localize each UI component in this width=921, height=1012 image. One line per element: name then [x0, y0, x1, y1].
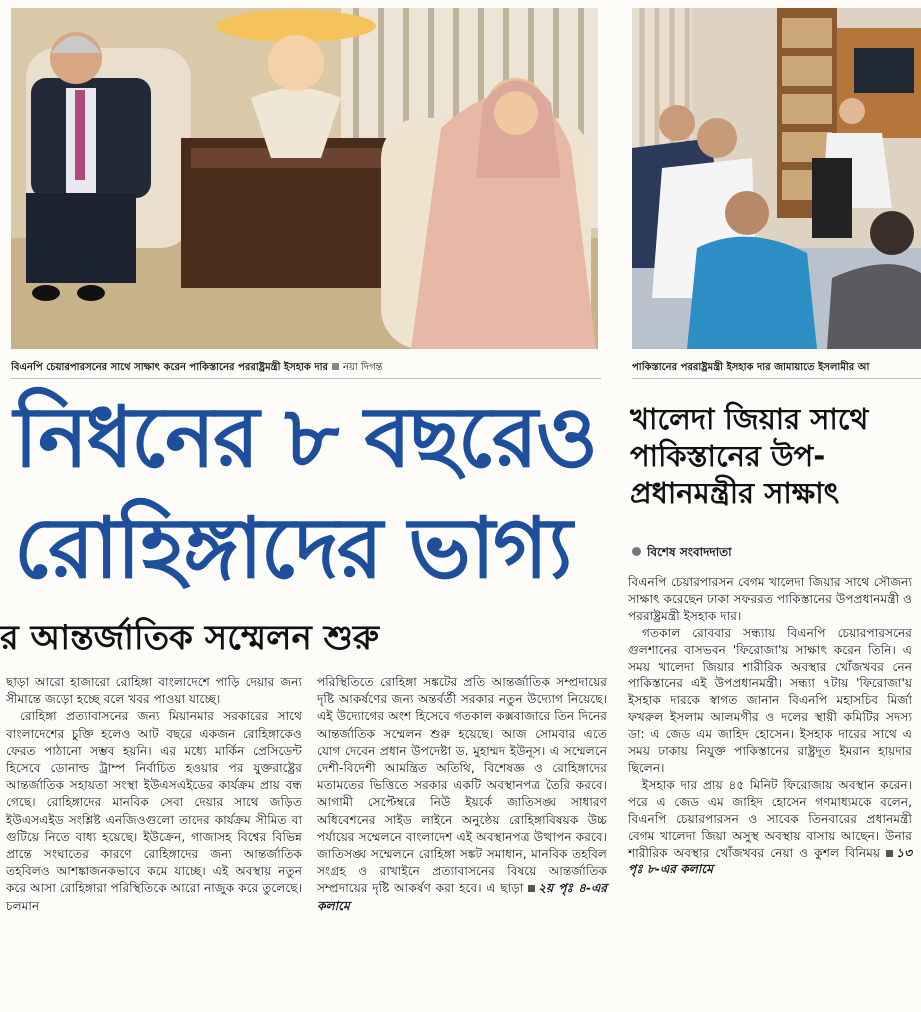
main-headline-line-1: নিধনের ৮ বছরেও: [14, 388, 596, 486]
side-para-3-text: ইসহাক দার প্রায় ৪৫ মিনিট ফিরোজায় অবস্থান করেন। পরে এ জেড এম জাহিদ হোসেন গণমাধ্যমকে বলেন, বিএনপি চেয়ারপারসন ও সাবেক তিনবারের প্রধানমন্ত্রী বেগম খালেদা জিয়া অসুস্থ অবস্থায় বাসায় আছেন। উনার শারীরিক অবস্থার খোঁজখবর নেয়া ও কুশল বিনিময়: [628, 777, 912, 860]
main-col1-para-1: ছাড়া আরো হাজারো রোহিঙ্গা বাংলাদেশে পাড়ি দেয়ার জন্য সীমান্তে জড়ো হচ্ছে বলে খবর পাওয়া যাচ্ছে।: [6, 675, 302, 707]
photo-left-caption-text: বিএনপি চেয়ারপারসনের সাথে সাক্ষাৎ করেন পাকিস্তানের পররাষ্ট্রমন্ত্রী ইসহাক দার: [11, 362, 329, 373]
side-para-1: বিএনপি চেয়ারপারসন বেগম খালেদা জিয়ার সাথে সৌজন্য সাক্ষাৎ করেছেন ঢাকা সফররত পাকিস্তানের উপপ্রধানমন্ত্রী ও পররাষ্ট্রমন্ত্রী ইসহাক দার।: [628, 575, 912, 623]
photo-left-caption: [11, 360, 601, 377]
side-story-byline: [632, 544, 732, 564]
main-col2-text: পরিস্থিতিতে রোহিঙ্গা সঙ্কটের প্রতি আন্তর্জাতিক সম্প্রদায়ের দৃষ্টি আকর্ষণের জন্য অন্তর্বর্তী সরকার নতুন উদ্যোগ নিয়েছে। এই উদ্যোগের অংশ হিসেবে গতকাল কক্সবাজারে তিন দিনের আন্তর্জাতিক সম্মেলন শুরু হয়েছে। আজ সোমবার এতে যোগ দেবেন প্রধান উপদেষ্টা ড. মুহাম্মদ ইউনূস। এ সম্মেলনে দেশী-বিদেশী আমন্ত্রিত অতিথি, বিশেষজ্ঞ ও রোহিঙ্গাদের মতামতের ভিত্তিতে সরকার একটি অবস্থানপত্র তৈরি করবে। আগামী সেপ্টেম্বরে নিউ ইয়র্কে জাতিসঙ্ঘ সাধারণ অধিবেশনের সাইড লাইনে অনুষ্ঠেয় রোহিঙ্গাবিষয়ক উচ্চ পর্যায়ের সম্মেলনে বাংলাদেশ এই অবস্থানপত্র উত্থাপন করবে। জাতিসঙ্ঘ সম্মেলনে রোহিঙ্গা সঙ্কট সমাধান, মানবিক তহবিল সংগ্রহ ও রাখাইনে প্রত্যাবাসনের বিষয়ে আন্তর্জাতিক সম্প্রদায়ের দৃষ্টি আকর্ষণ করা হবে। এ ছাড়া: [317, 675, 607, 896]
caption-rule-left: [11, 378, 601, 379]
caption-rule-right: [632, 378, 921, 379]
main-subhead: র আন্তর্জাতিক সম্মেলন শুরু: [0, 618, 379, 658]
main-story-column-1: [6, 674, 302, 915]
side-para-3: [628, 777, 912, 878]
byline-dot-icon: [632, 547, 641, 556]
photo-right-caption-text: পাকিস্তানের পররাষ্ট্রমন্ত্রী ইসহাক দার জামায়াতে ইসলামীর আ: [632, 362, 870, 373]
side-story-headline: খালেদা জিয়ার সাথে পাকিস্তানের উপ-প্রধানমন্ত্রীর সাক্ষাৎ: [630, 402, 869, 510]
main-col1-para-2: রোহিঙ্গা প্রত্যাবাসনের জন্য মিয়ানমার সরকারের সাথে বাংলাদেশের চুক্তি হলেও আট বছরে একজন রোহিঙ্গাকেও ফেরত পাঠানো সম্ভব হয়নি। এর মধ্যে মার্কিন প্রেসিডেন্ট হিসেবে ডোনাল্ড ট্রাম্প নির্বাচিত হওয়ার পর যুক্তরাষ্ট্রের আন্তর্জাতিক সহায়তা সংস্থা ইউএসএইডের কার্যক্রম প্রায় বন্ধ গেছে। রোহিঙ্গাদের মানবিক সেবা দেয়ার সাথে জড়িত ইউএসএইড সংশ্লিষ্ট এনজিওগুলো তাদের কার্যক্রম সীমিত বা গুটিয়ে নিতে বাধ্য হয়েছে। ইউক্রেন, গাজাসহ বিশ্বের বিভিন্ন প্রান্তে সংঘাতের কারণে রোহিঙ্গাদের জন্য আন্তর্জাতিক তহবিলও আশঙ্কাজনকভাবে কমে যাচ্ছে। এই অবস্থায় নতুন করে আসা রোহিঙ্গারা পরিস্থিতিকে আরো নাজুক করে তুলেছে। চলমান: [6, 709, 302, 913]
square-bullet-icon: [332, 363, 339, 370]
square-bullet-icon: [886, 850, 893, 857]
side-story-byline-text: বিশেষ সংবাদদাতা: [647, 545, 732, 559]
main-col2-para-1: [317, 674, 607, 915]
photo-meeting-jamaat: [632, 8, 921, 349]
square-bullet-icon: [528, 885, 535, 892]
photo-left-credit: নয়া দিগন্ত: [343, 362, 383, 373]
main-story-column-2: [317, 674, 607, 915]
main-story-jump-text: ২য় পৃঃ ৪-এর কলামে: [317, 881, 608, 913]
main-headline-line-2: রোহিঙ্গাদের ভাগ্য: [14, 499, 571, 597]
side-story-column: [628, 574, 912, 878]
photo-right-caption: [632, 360, 921, 377]
photo-illustration: [11, 8, 598, 349]
photo-meeting-khaleda-dar: [11, 8, 598, 349]
photo-illustration-right: [632, 8, 921, 349]
side-story-jump-text: ১৩ পৃঃ ৮-এর কলামে: [628, 845, 912, 877]
side-para-2: গতকাল রোববার সন্ধ্যায় বিএনপি চেয়ারপারসনের গুলশানের বাসভবন 'ফিরোজা'য় সাক্ষাৎ করেন তিনি। এ সময় খালেদা জিয়ার শারীরিক অবস্থার খোঁজখবর নেন পাকিস্তানের এই উপপ্রধানমন্ত্রী। সন্ধ্যা ৭টায় 'ফিরোজা'য় ইসহাক দারকে স্বাগত জানান বিএনপি মহাসচিব মির্জা ফখরুল ইসলাম আলমগীর ও দলের স্থায়ী কমিটির সদস্য ডা: এ জেড এম জাহিদ হোসেন। ইসহাক দারের সাথে এ সময় ঢাকায় নিযুক্ত পাকিস্তানের রাষ্ট্রদূত ইমরান হায়দার ছিলেন।: [628, 625, 912, 775]
